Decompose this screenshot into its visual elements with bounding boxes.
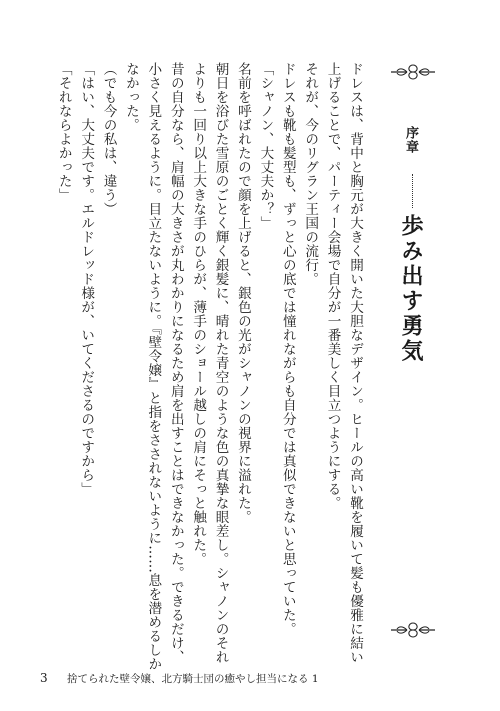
- chapter-divider: [412, 174, 413, 208]
- text-line: なかった。: [122, 62, 139, 132]
- text-line: （でも今の私は、違う）: [100, 62, 117, 216]
- text-line: よりも一回り以上大きな手のひらが、薄手のショール越しの肩にそっと触れた。: [190, 62, 207, 566]
- text-line: 名前を呼ばれたので顔を上げると、銀色の光がシャノンの視界に溢れた。: [234, 62, 251, 524]
- page-number: 3: [40, 671, 48, 685]
- text-line: 「それならよかった」: [55, 62, 72, 202]
- text-line: 昔の自分なら、肩幅の大きさが丸わかりになるため肩を出すことはできなかった。できるだけ、: [167, 62, 184, 664]
- scroll-ornament-icon: [389, 62, 437, 82]
- chapter-title: 歩み出す勇気: [398, 214, 423, 364]
- page-footer: [40, 671, 319, 686]
- scroll-ornament-icon-bottom: [389, 620, 437, 640]
- chapter-heading: [383, 62, 443, 642]
- text-line: ドレスは、背中と胸元が大きく開いた大胆なデザイン。ヒールの高い靴を履いて髪も優雅に結い: [347, 62, 363, 664]
- text-line: 上げることで、パーティー会場で自分が一番美しく目立つようにする。: [324, 62, 341, 510]
- book-title: 捨てられた壁令嬢、北方騎士団の癒やし担当になる 1: [66, 673, 319, 685]
- scroll-ornament-icon: [389, 620, 437, 640]
- text-line: 「シャノン、大丈夫か？」: [257, 62, 274, 230]
- text-line: それが、今のリグラン王国の流行。: [302, 62, 319, 286]
- body-text: [52, 62, 366, 672]
- text-line: 小さく見えるように。目立たないように。『壁令嬢』と指をさされないように……息を潜めるしか: [145, 62, 162, 672]
- scroll-ornament-icon-top: [389, 62, 437, 82]
- text-line: ドレスも靴も髪型も、ずっと心の底では憧れながらも自分では真似できないと思っていた。: [279, 62, 296, 636]
- text-line: 朝日を浴びた雪原のごとく輝く銀髪に、晴れた青空のような色の真摯な眼差し。シャノンのそれ: [212, 62, 229, 664]
- text-line: 「はい、大丈夫です。エルドレッド様が、いてくださるのですから」: [78, 62, 95, 496]
- chapter-label: 序章: [403, 126, 418, 154]
